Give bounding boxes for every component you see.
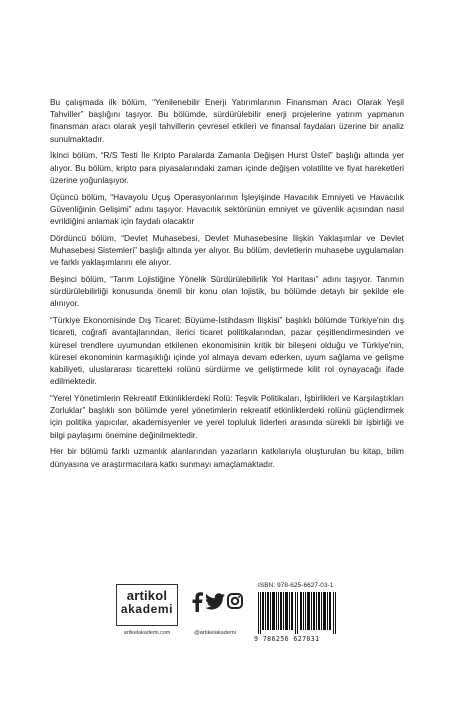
logo-text-top: artikol — [126, 588, 168, 603]
logo-text-bottom: akademi — [120, 602, 174, 616]
paragraph-4: Dördüncü bölüm, “Devlet Muhasebesi, Devlet Muhasebesine İlişkin Yaklaşımlar ve Devlet Muhasebesi Sistemleri” başlığı altında yer alıyor. Bu bölüm, devletlerin muhasebe uygulamaları ve farklı yaklaşımlarını ele alıyor. — [50, 232, 404, 268]
paragraph-6: “Türkiye Ekonomisinde Dış Ticaret: Büyüme-İstihdasm İlişkisi” başlıklı bölümde Türkiye'nin dış ticareti, coğrafi avantajlarından, ilerici ticaret politikalarından, pazar çeşitlendirmesinden ve küresel trendlere uyumundan etkilenen ekonomisinin kritik bir bileşeni olduğu ve Türkiye'nin, küresel ekonominin karmaşıklığı içinde yol almaya devam ederken, uyum sağlama ve gelişme kabiliyeti, uluslararası ticaretteki rolünü sürdürme ve geliştirmede kilit rol oynayacağı ifade edilmektedir. — [50, 315, 404, 387]
paragraph-2: İkinci bölüm, “R/S Testi İle Kripto Paralarda Zamanla Değişen Hurst Üstel” başlığı altında yer alıyor. Bu bölüm, kripto para piyasalarındaki zaman içinde değişen volatilite ve fiyat hareketleri üzerine yoğunlaşıyor. — [50, 150, 404, 185]
publisher-website: artikelakademi.com — [123, 630, 171, 636]
instagram-icon — [227, 593, 243, 609]
paragraph-5: Beşinci bölüm, “Tarım Lojistiğine Yönelik Sürdürülebilirlik Yol Haritası” adını taşıyor. Tarımın sürdürülebilirliği konusunda önemli bir konu olan lojistik, bu bölümde detaylı bir şekilde ele alınıyor. — [50, 274, 404, 309]
social-handle: @artikelakademi — [194, 630, 236, 636]
back-cover-footer — [116, 582, 376, 642]
facebook-icon — [191, 592, 203, 612]
social-icons — [191, 592, 241, 614]
barcode-digits: 9 786256 627031 — [254, 635, 320, 643]
publisher-logo — [116, 584, 178, 626]
barcode-icon — [256, 592, 338, 634]
paragraph-7: “Yerel Yönetimlerin Rekreatif Etkinliklerdeki Rolü: Teşvik Politikaları, İşbirlikleri ve Karşılaştıkları Zorluklar” başlıklı son bölümde yerel yönetimlerin rekreatif etkinliklerdeki rolünü güçlendirmek için politika yapıcılar, akademisyenler ve yerel topluluk liderleri arasında sürekli bir işbirliği ve bilgi paylaşımı önemine değinilmektedir. — [50, 393, 404, 440]
paragraph-8: Her bir bölümü farklı uzmanlık alanlarından yazarların katkılarıyla oluşturulan bu kitap, bilim dünyasına ve araştırmacılara katkı sunmayı amaçlamaktadır. — [50, 446, 404, 469]
isbn-label: ISBN: 978-625-6627-03-1 — [258, 582, 334, 589]
paragraph-3: Üçüncü bölüm, “Havayolu Uçuş Operasyonlarının İşleyişinde Havacılık Emniyeti ve Havacılık Güvenliğinin Gelişimi” adını taşıyor. Havacılık sektörünün emniyet ve güvenlik açısından nasıl evrildiğini anlamak için faydalı olacaktır — [50, 191, 404, 227]
back-cover-text — [50, 96, 404, 474]
paragraph-1: Bu çalışmada ilk bölüm, “Yenilenebilir Enerji Yatırımlarının Finansman Aracı Olarak Yeşil Tahviller” başlığını taşıyor. Bu bölümde, sürdürülebilir enerji projelerine yatırım yapmanın finansman aracı olarak yeşil tahvillerin çevresel etkileri ve finansal faydaları üzerine bir analiz sunulmaktadır. — [50, 97, 404, 144]
twitter-icon — [205, 593, 225, 610]
